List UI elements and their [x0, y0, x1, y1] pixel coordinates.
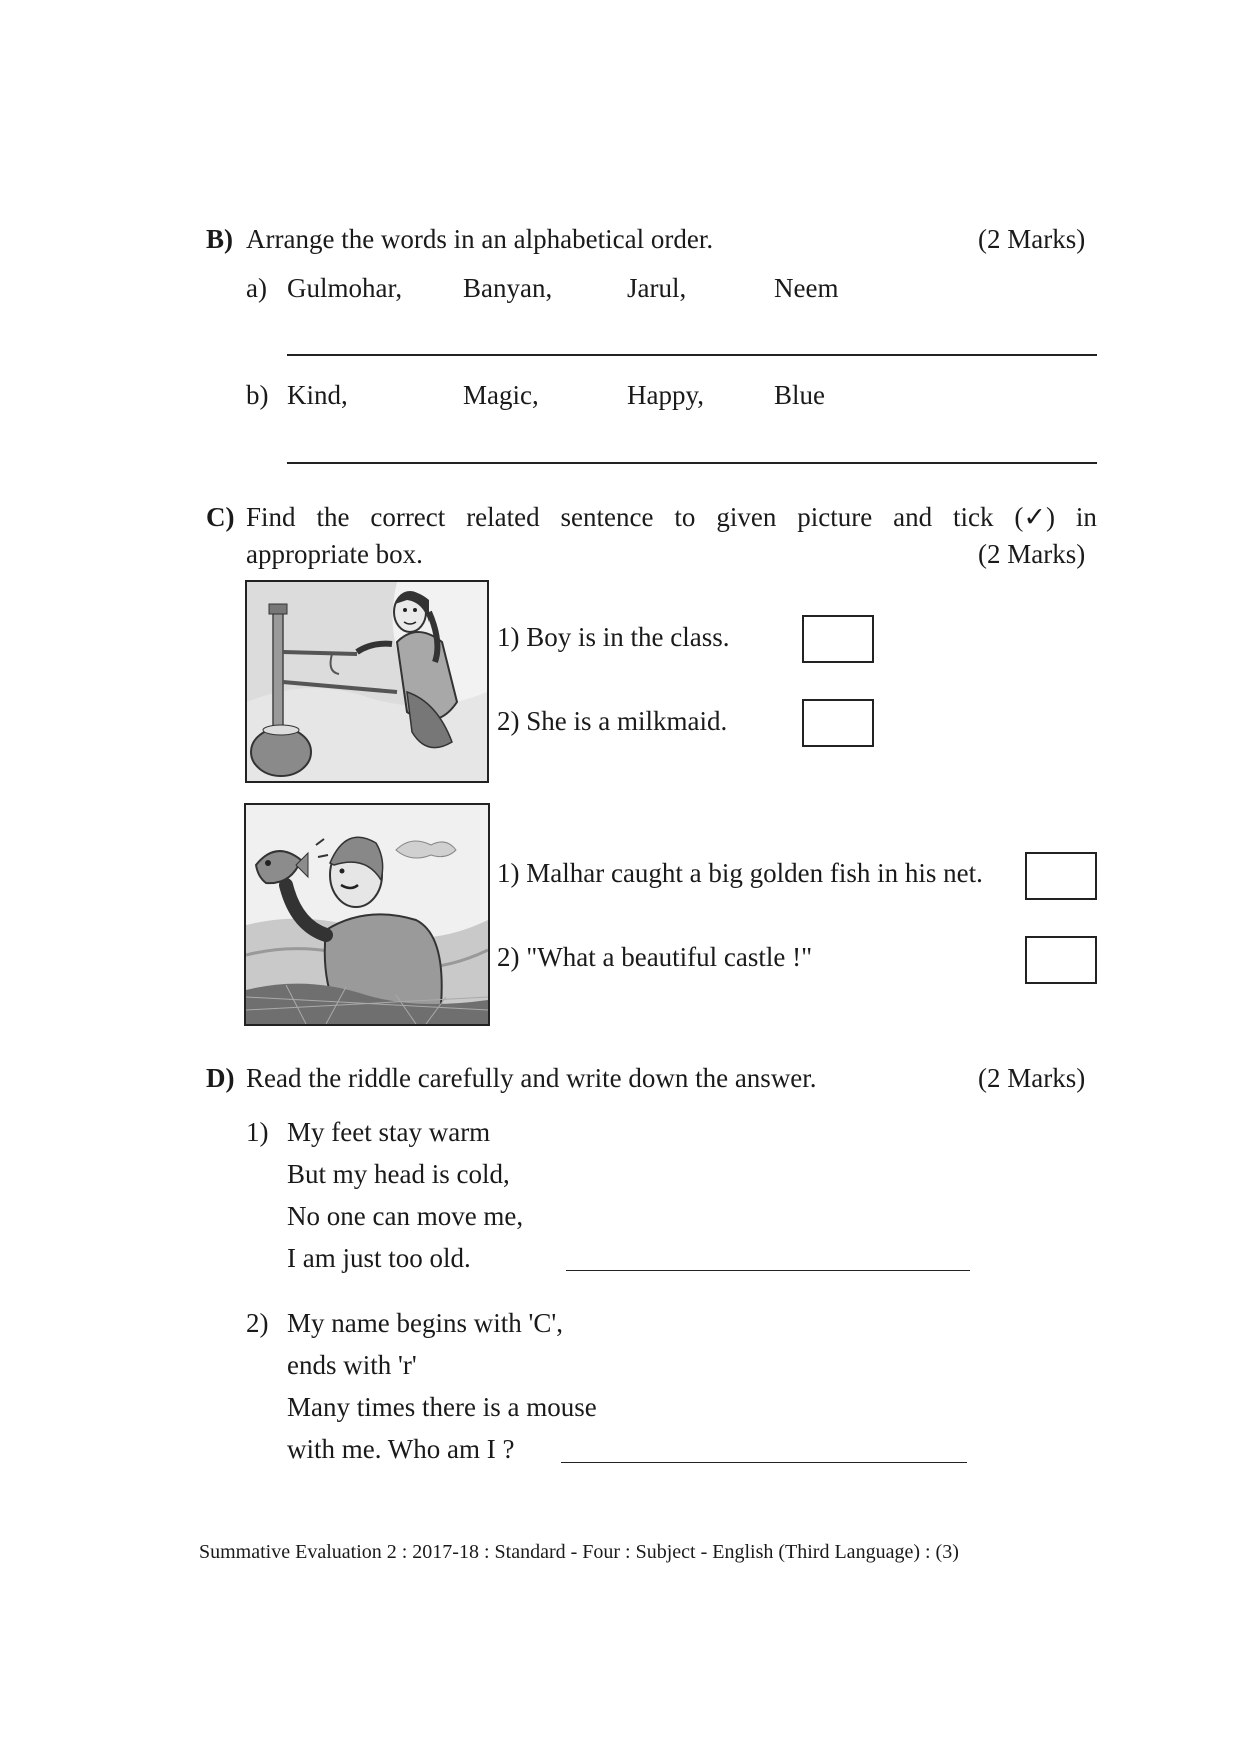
section-b-instruction: Arrange the words in an alphabetical order.: [246, 224, 714, 254]
section-c-instruction: [246, 501, 1097, 533]
option-text: 2) She is a milkmaid.: [497, 706, 728, 736]
instruction-word: the: [316, 502, 350, 532]
option-text: 1) Malhar caught a big golden fish in his net.: [497, 858, 983, 888]
word: Banyan,: [463, 273, 553, 303]
option-text: 2) "What a beautiful castle !": [497, 942, 813, 972]
riddle-line: My name begins with 'C',: [287, 1308, 563, 1338]
answer-line-a[interactable]: [287, 354, 1097, 356]
riddle-number: 1): [246, 1117, 269, 1147]
instruction-word: (✓): [1014, 502, 1056, 532]
instruction-word: given: [716, 502, 777, 532]
section-c-marks: (2 Marks): [978, 539, 1086, 569]
word: Neem: [774, 273, 839, 303]
word: Jarul,: [627, 273, 687, 303]
milkmaid-churning-icon: [245, 580, 489, 783]
word: Happy,: [627, 380, 704, 410]
riddle-line: ends with 'r': [287, 1350, 417, 1380]
word: Blue: [774, 380, 825, 410]
instruction-word: to: [674, 502, 696, 532]
instruction-word: sentence: [560, 502, 654, 532]
riddle-line: with me. Who am I ?: [287, 1434, 515, 1464]
page-footer: Summative Evaluation 2 : 2017-18 : Standard - Four : Subject - English (Third Language) : (3): [199, 1541, 959, 1563]
instruction-word: correct: [370, 502, 446, 532]
answer-line-b[interactable]: [287, 462, 1097, 464]
section-c-instruction-line2: appropriate box.: [246, 539, 423, 569]
riddle-line: My feet stay warm: [287, 1117, 491, 1147]
section-b-label: B): [206, 224, 233, 254]
tick-box[interactable]: [802, 615, 874, 663]
section-d-instruction: Read the riddle carefully and write down the answer.: [246, 1063, 817, 1093]
instruction-word: picture: [797, 502, 873, 532]
riddle-answer-line[interactable]: [561, 1462, 967, 1463]
riddle-number: 2): [246, 1308, 269, 1338]
riddle-answer-line[interactable]: [566, 1270, 970, 1271]
riddle-line: But my head is cold,: [287, 1159, 510, 1189]
item-b-label: b): [246, 380, 269, 410]
instruction-word: in: [1075, 502, 1097, 532]
riddle-line: I am just too old.: [287, 1243, 471, 1273]
fisherman-with-fish-icon: [244, 803, 490, 1026]
instruction-word: tick: [953, 502, 994, 532]
section-b-marks: (2 Marks): [978, 224, 1086, 254]
option-text: 1) Boy is in the class.: [497, 622, 730, 652]
tick-box[interactable]: [802, 699, 874, 747]
tick-box[interactable]: [1025, 852, 1097, 900]
riddle-line: No one can move me,: [287, 1201, 524, 1231]
section-d-marks: (2 Marks): [978, 1063, 1086, 1093]
word: Kind,: [287, 380, 348, 410]
instruction-word: related: [466, 502, 540, 532]
word: Magic,: [463, 380, 539, 410]
item-a-label: a): [246, 273, 267, 303]
section-d-label: D): [206, 1063, 235, 1093]
riddle-line: Many times there is a mouse: [287, 1392, 597, 1422]
word: Gulmohar,: [287, 273, 403, 303]
instruction-word: and: [893, 502, 933, 532]
section-c-label: C): [206, 502, 235, 532]
tick-box[interactable]: [1025, 936, 1097, 984]
instruction-word: Find: [246, 502, 296, 532]
